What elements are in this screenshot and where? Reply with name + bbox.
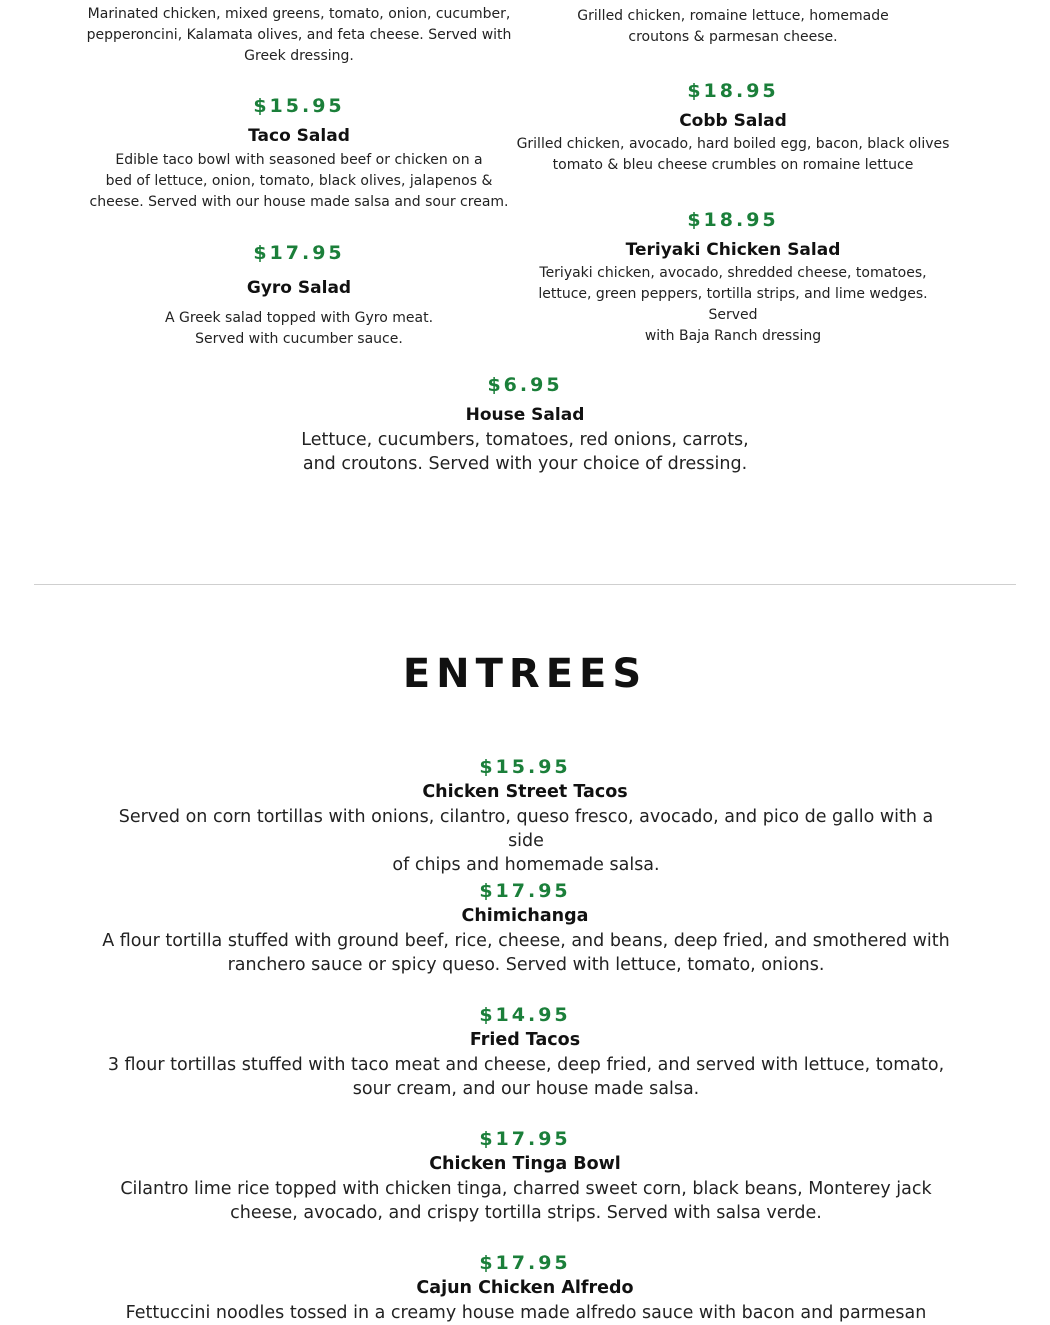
entree-title: Fried Tacos <box>469 1030 581 1050</box>
entrees-heading: ENTREES <box>402 651 648 697</box>
entree-description: Fettuccini noodles tossed in a creamy house made alfredo sauce with bacon and parmesan <box>125 1303 927 1323</box>
entree-description: Served on corn tortillas with onions, cilantro, queso fresco, avocado, and pico de gallo with a side of chips and homemade salsa. <box>118 807 934 875</box>
teriyaki-salad-price: $18.95 <box>687 209 779 231</box>
cobb-salad-price: $18.95 <box>687 80 779 102</box>
gyro-salad-description: A Greek salad topped with Gyro meat. Served with cucumber sauce. <box>164 310 434 347</box>
entree-description: 3 flour tortillas stuffed with taco meat and cheese, deep fried, and served with lettuce, tomato, sour cream, and our house made salsa. <box>107 1055 945 1099</box>
entree-price: $17.95 <box>479 1252 571 1274</box>
entree-price: $17.95 <box>479 880 571 902</box>
house-salad-description: Lettuce, cucumbers, tomatoes, red onions, carrots, and croutons. Served with your choice of dressing. <box>301 430 749 474</box>
gyro-salad-title: Gyro Salad <box>246 278 352 298</box>
taco-salad-description: Edible taco bowl with seasoned beef or chicken on a bed of lettuce, onion, tomato, black olives, jalapenos & cheese. Served with our house made salsa and sour cream. <box>89 152 509 210</box>
entree-description: Cilantro lime rice topped with chicken tinga, charred sweet corn, black beans, Monterey jack cheese, avocado, and crispy tortilla strips. Served with salsa verde. <box>120 1179 932 1223</box>
entree-price: $15.95 <box>479 756 571 778</box>
taco-salad-title: Taco Salad <box>248 126 350 146</box>
entree-title: Chicken Street Tacos <box>422 782 628 802</box>
teriyaki-salad-title: Teriyaki Chicken Salad <box>625 240 841 260</box>
gyro-salad-price: $17.95 <box>253 242 345 264</box>
house-salad-title: House Salad <box>465 405 585 425</box>
entree-price: $14.95 <box>479 1004 571 1026</box>
entree-price: $17.95 <box>479 1128 571 1150</box>
entree-title: Chimichanga <box>461 906 589 926</box>
house-salad-price: $6.95 <box>487 374 563 396</box>
entree-description: A flour tortilla stuffed with ground beef, rice, cheese, and beans, deep fried, and smothered with ranchero sauce or spicy queso. Served with lettuce, tomato, onions. <box>102 931 950 975</box>
cobb-salad-title: Cobb Salad <box>679 111 787 131</box>
caesar-salad-description: Grilled chicken, romaine lettuce, homemade croutons & parmesan cheese. <box>577 8 889 45</box>
section-divider <box>34 584 1016 585</box>
teriyaki-salad-description: Teriyaki chicken, avocado, shredded cheese, tomatoes, lettuce, green peppers, tortilla strips, and lime wedges. Served with Baja Ranch dressing <box>538 265 928 344</box>
entree-title: Chicken Tinga Bowl <box>429 1154 621 1174</box>
taco-salad-price: $15.95 <box>253 95 345 117</box>
greek-salad-description: Marinated chicken, mixed greens, tomato, onion, cucumber, pepperoncini, Kalamata olives, and feta cheese. Served with Greek dressing. <box>86 6 512 64</box>
entree-title: Cajun Chicken Alfredo <box>416 1278 634 1298</box>
cobb-salad-description: Grilled chicken, avocado, hard boiled egg, bacon, black olives tomato & bleu cheese crumbles on romaine lettuce <box>516 136 950 173</box>
